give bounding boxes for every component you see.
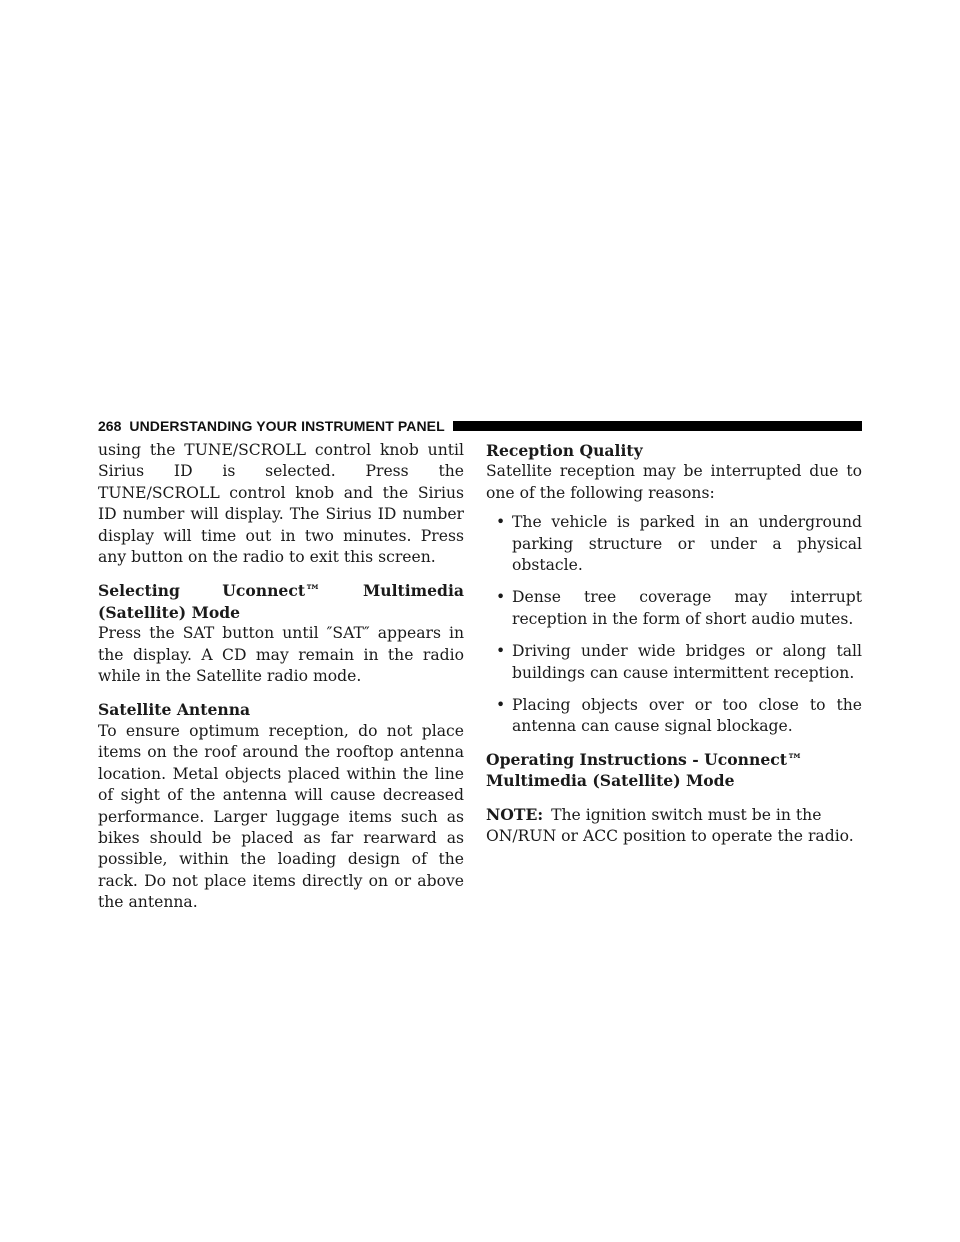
list-item xyxy=(486,587,862,630)
list-item xyxy=(486,512,862,576)
note-paragraph xyxy=(486,804,862,848)
list-item-text: The vehicle is parked in an underground parking structure or under a physical obstacle. xyxy=(512,513,862,575)
reception-quality-heading: Reception Quality xyxy=(486,441,643,460)
list-item xyxy=(486,641,862,684)
bullet-icon: • xyxy=(496,642,506,661)
bullet-icon: • xyxy=(496,513,506,532)
bullet-icon: • xyxy=(496,588,506,607)
page-number: 268 xyxy=(98,418,122,434)
list-item-text: Driving under wide bridges or along tall buildings can cause intermittent reception. xyxy=(512,642,862,682)
reception-quality-paragraph: Satellite reception may be interrupted due to one of the following reasons: xyxy=(486,462,862,502)
selecting-mode-paragraph: Press the SAT button until ″SAT″ appears in the display. A CD may remain in the radio while in the Satellite radio mode. xyxy=(98,624,464,686)
bullet-icon: • xyxy=(496,696,506,715)
reception-reasons-list xyxy=(486,512,862,738)
operating-instructions-heading: Operating Instructions - Uconnect™ Multimedia (Satellite) Mode xyxy=(486,749,803,791)
satellite-antenna-heading: Satellite Antenna xyxy=(98,700,251,720)
note-label: NOTE: xyxy=(486,804,544,824)
list-item-text: Placing objects over or too close to the antenna can cause signal blockage. xyxy=(512,696,862,736)
left-column xyxy=(98,440,464,926)
list-item-text: Dense tree coverage may interrupt reception in the form of short audio mutes. xyxy=(512,588,862,628)
list-item xyxy=(486,695,862,738)
right-column xyxy=(486,440,862,848)
header-rule xyxy=(453,421,862,431)
selecting-mode-heading: Selecting Uconnect™ Multimedia (Satellite) Mode xyxy=(98,581,464,622)
satellite-antenna-paragraph: To ensure optimum reception, do not place items on the roof around the rooftop antenna location. Metal objects placed within the line of sight of the antenna will cause decreased performance. Larger luggage items such as bikes should be placed as far rearward as possible, within the loading design of the rack. Do not place items directly on or above the antenna. xyxy=(98,721,464,912)
section-title: UNDERSTANDING YOUR INSTRUMENT PANEL xyxy=(129,418,445,434)
page-header xyxy=(98,415,862,437)
note-text: The ignition switch must be in the ON/RUN or ACC position to operate the radio. xyxy=(486,805,854,846)
intro-paragraph: using the TUNE/SCROLL control knob until Sirius ID is selected. Press the TUNE/SCROLL control knob and the Sirius ID number will display. The Sirius ID number display will time out in two minutes. Press any button on the radio to exit this screen. xyxy=(98,441,464,567)
